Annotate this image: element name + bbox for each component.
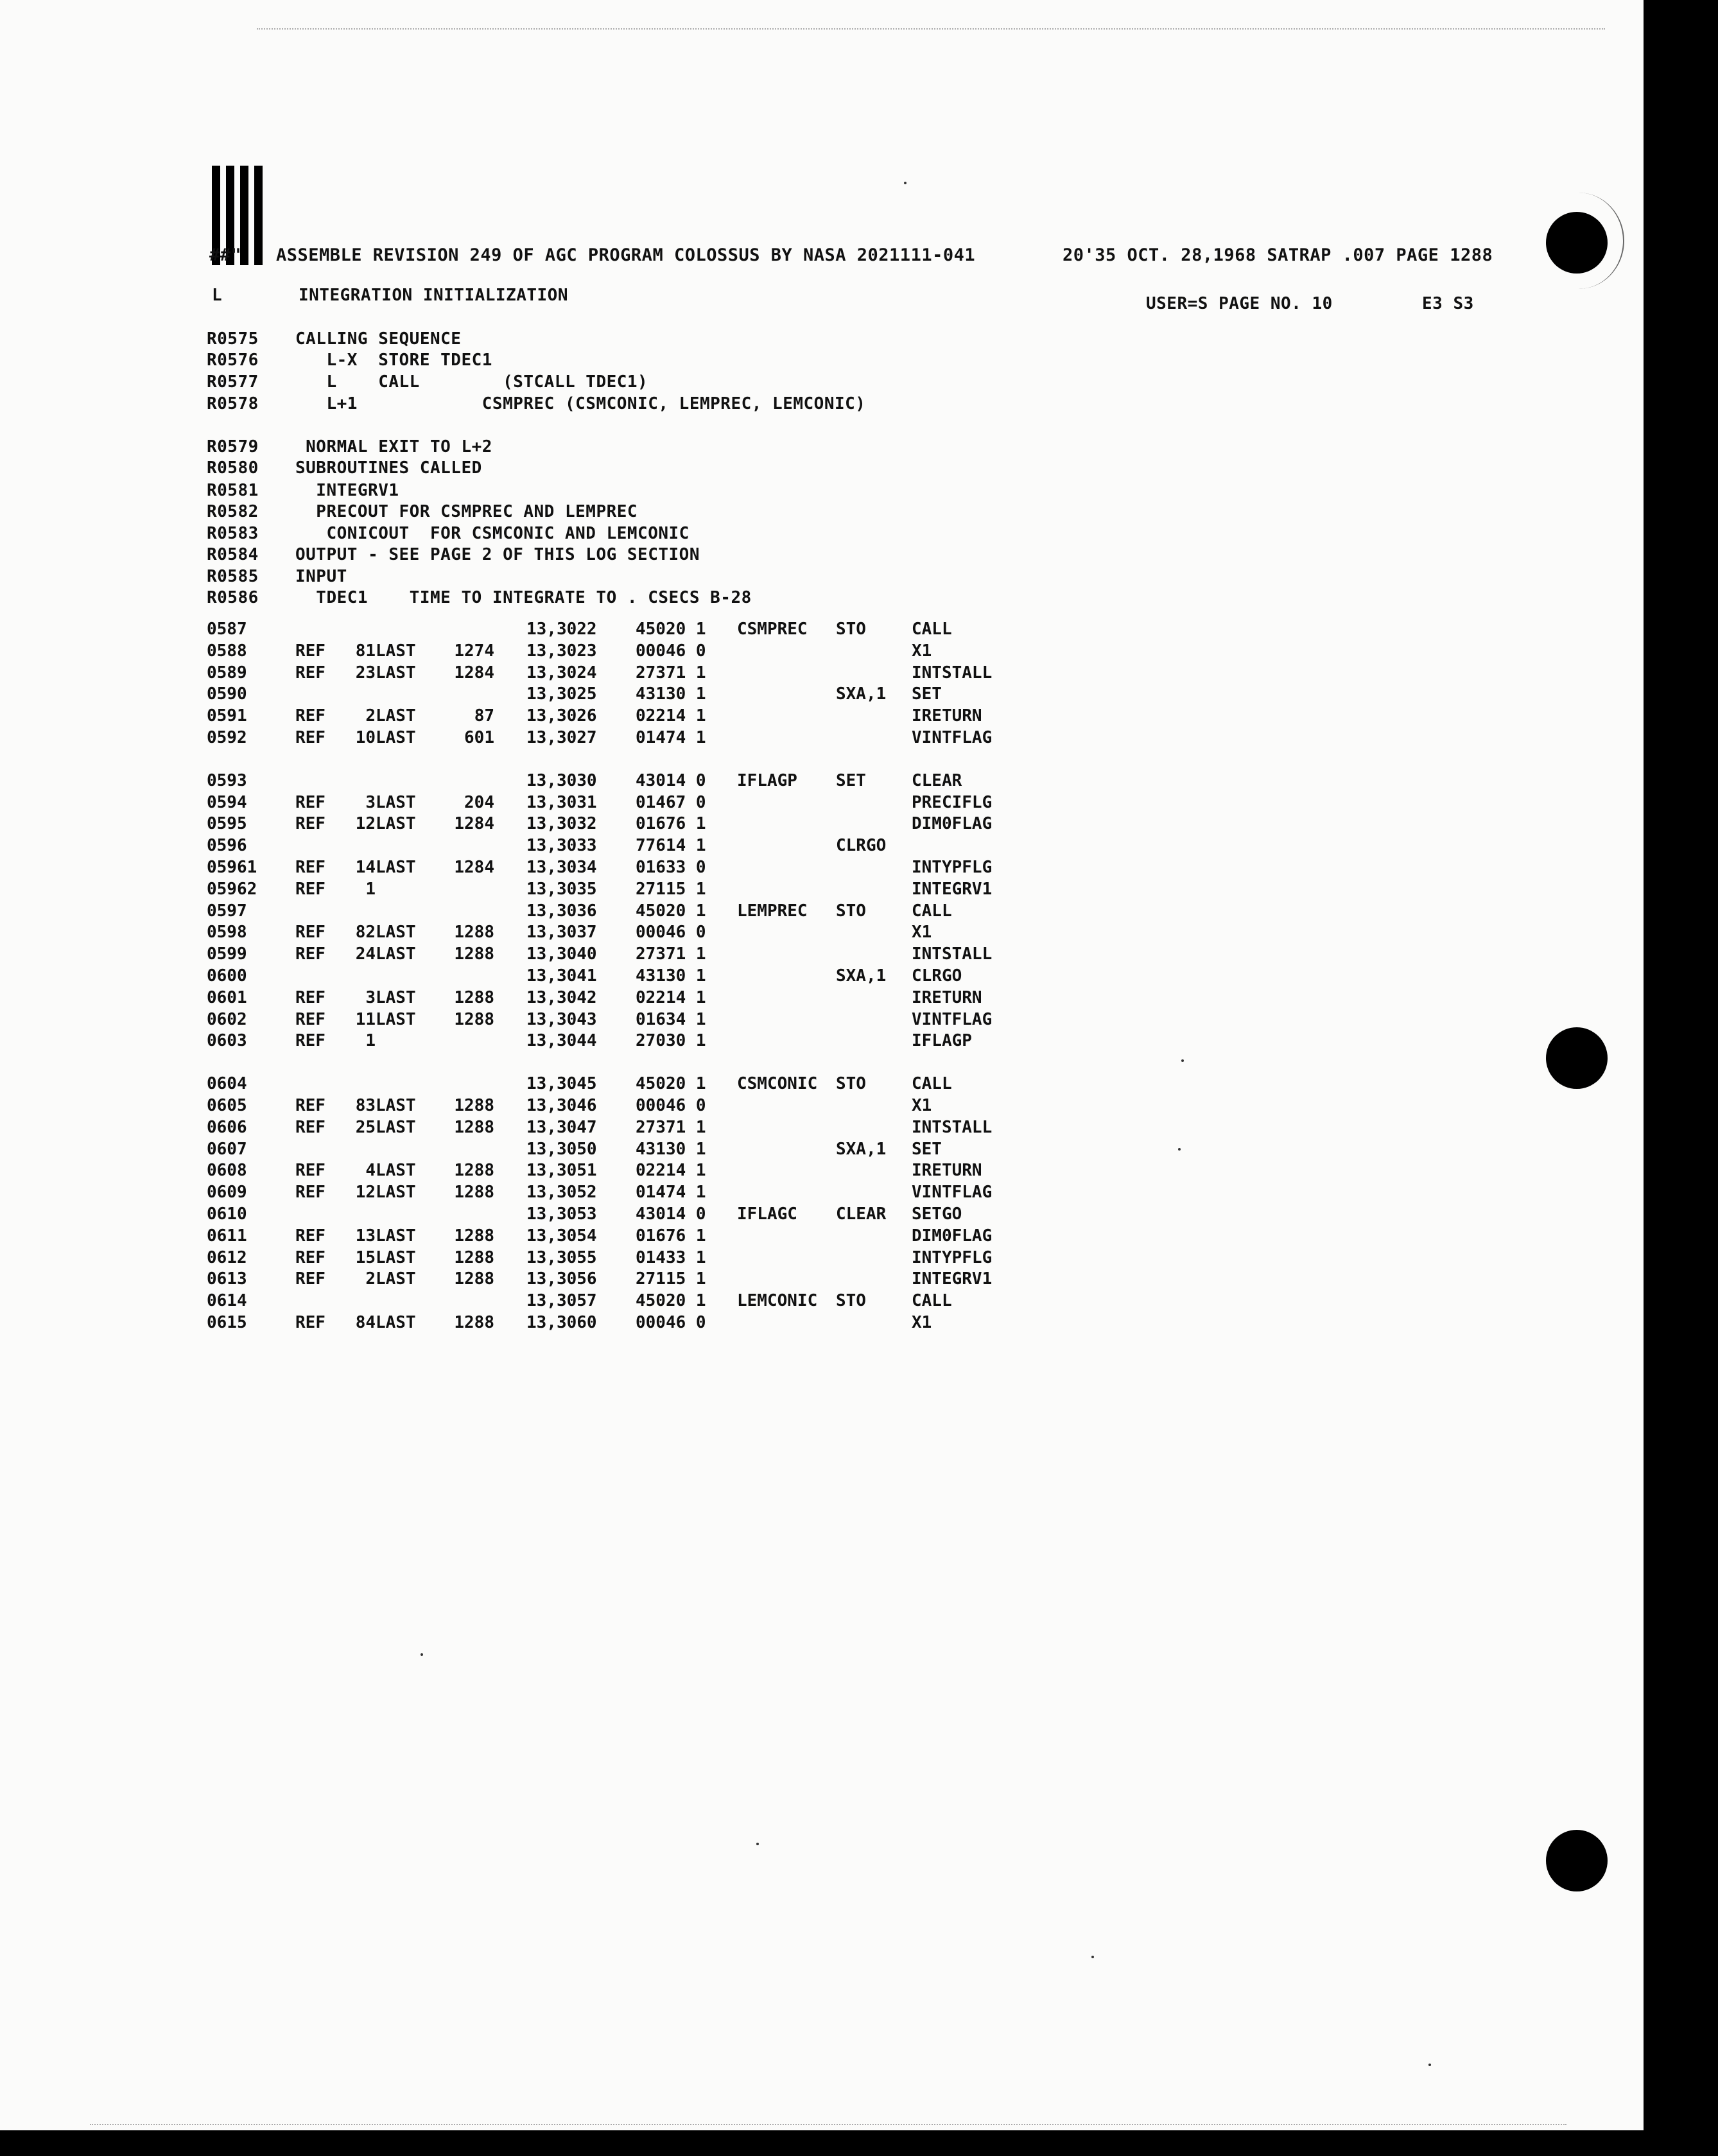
last-keyword: LAST: [376, 663, 416, 682]
ref-keyword: REF: [295, 923, 325, 943]
octal-code: 27030 1: [636, 1031, 706, 1051]
opcode: SXA,1: [836, 966, 887, 986]
last-page: 1288: [454, 1117, 494, 1137]
comment-number: R0582: [207, 502, 259, 521]
last-page: 1284: [454, 858, 494, 877]
operand: PRECIFLG: [912, 792, 993, 812]
last-page: 1284: [454, 814, 494, 834]
address: 13,3052: [526, 1183, 597, 1203]
operand: INTSTALL: [912, 1117, 993, 1137]
operand: CALL: [912, 620, 952, 639]
ref-keyword: REF: [295, 663, 325, 682]
ref-count: 82: [355, 923, 376, 943]
last-page: 1288: [454, 1269, 494, 1289]
section-letter: L: [212, 286, 223, 305]
operand: VINTFLAG: [912, 1009, 993, 1029]
ref-keyword: REF: [295, 1009, 325, 1029]
top-edge-scan-noise: [257, 28, 1605, 31]
opcode: SET: [836, 770, 866, 790]
last-page: 204: [464, 792, 494, 812]
comment-number: R0578: [207, 394, 259, 413]
octal-code: 43130 1: [636, 1139, 706, 1159]
address: 13,3041: [526, 966, 597, 986]
ref-count: 24: [355, 944, 376, 964]
octal-code: 27115 1: [636, 1269, 706, 1289]
ref-count: 3: [365, 792, 376, 812]
line-number: 0610: [207, 1204, 247, 1224]
address: 13,3033: [526, 836, 597, 856]
octal-code: 27115 1: [636, 879, 706, 899]
address: 13,3051: [526, 1161, 597, 1181]
ref-count: 84: [355, 1313, 376, 1332]
last-keyword: LAST: [376, 858, 416, 877]
operand: DIM0FLAG: [912, 1226, 993, 1246]
address: 13,3037: [526, 923, 597, 943]
ref-keyword: REF: [295, 706, 325, 726]
scan-speck: [1428, 2064, 1431, 2066]
octal-code: 43130 1: [636, 966, 706, 986]
scan-speck: [421, 1653, 423, 1656]
ref-keyword: REF: [295, 879, 325, 899]
line-number: 0588: [207, 641, 247, 661]
address: 13,3053: [526, 1204, 597, 1224]
operand: DIM0FLAG: [912, 814, 993, 834]
scan-speck: [1178, 1148, 1181, 1151]
operand: X1: [912, 1313, 932, 1332]
line-number: 0596: [207, 836, 247, 856]
address: 13,3040: [526, 944, 597, 964]
address: 13,3060: [526, 1313, 597, 1332]
ref-keyword: REF: [295, 987, 325, 1007]
line-number: 0602: [207, 1009, 247, 1029]
comment-text: SUBROUTINES CALLED: [295, 458, 482, 478]
line-number: 0614: [207, 1291, 247, 1311]
last-page: 1288: [454, 923, 494, 943]
octal-code: 43130 1: [636, 684, 706, 704]
address: 13,3024: [526, 663, 597, 682]
address: 13,3032: [526, 814, 597, 834]
operand: CALL: [912, 901, 952, 921]
comment-number: R0583: [207, 524, 259, 543]
operand: SET: [912, 684, 942, 704]
comment-text: INPUT: [295, 567, 347, 586]
ref-keyword: REF: [295, 1096, 325, 1115]
address: 13,3035: [526, 879, 597, 899]
section-code: E3 S3: [1422, 294, 1474, 313]
comment-text: L-X STORE TDEC1: [295, 351, 492, 370]
last-keyword: LAST: [376, 706, 416, 726]
operand: CLEAR: [912, 770, 962, 790]
ref-count: 11: [355, 1009, 376, 1029]
opcode: SXA,1: [836, 1139, 887, 1159]
last-keyword: LAST: [376, 923, 416, 943]
line-number: 0607: [207, 1139, 247, 1159]
ref-keyword: REF: [295, 944, 325, 964]
line-number: 0613: [207, 1269, 247, 1289]
section-title: INTEGRATION INITIALIZATION: [299, 286, 568, 305]
address: 13,3042: [526, 987, 597, 1007]
last-keyword: LAST: [376, 1161, 416, 1181]
octal-code: 27371 1: [636, 944, 706, 964]
line-number: 0606: [207, 1117, 247, 1137]
address: 13,3034: [526, 858, 597, 877]
operand: CALL: [912, 1291, 952, 1311]
address: 13,3057: [526, 1291, 597, 1311]
operand: SETGO: [912, 1204, 962, 1224]
ref-count: 2: [365, 1269, 376, 1289]
symbol-label: CSMCONIC: [737, 1074, 818, 1094]
comment-text: TDEC1 TIME TO INTEGRATE TO . CSECS B-28: [295, 588, 752, 607]
scan-speck: [904, 182, 907, 184]
last-page: 1288: [454, 1096, 494, 1115]
octal-code: 43014 0: [636, 770, 706, 790]
header-date-stamp: 20'35 OCT. 28,1968 SATRAP .007 PAGE 1288: [1063, 245, 1493, 265]
opcode: SXA,1: [836, 684, 887, 704]
line-number: 0598: [207, 923, 247, 943]
ref-count: 2: [365, 706, 376, 726]
ref-count: 10: [355, 728, 376, 747]
address: 13,3030: [526, 770, 597, 790]
operand: VINTFLAG: [912, 1183, 993, 1203]
address: 13,3047: [526, 1117, 597, 1137]
comment-number: R0579: [207, 437, 259, 456]
last-page: 1288: [454, 987, 494, 1007]
ref-keyword: REF: [295, 1313, 325, 1332]
octal-code: 02214 1: [636, 987, 706, 1007]
last-page: 1284: [454, 663, 494, 682]
address: 13,3050: [526, 1139, 597, 1159]
symbol-label: IFLAGC: [737, 1204, 797, 1224]
line-number: 0595: [207, 814, 247, 834]
ref-count: 1: [365, 1031, 376, 1051]
last-page: 601: [464, 728, 494, 747]
last-keyword: LAST: [376, 1096, 416, 1115]
octal-code: 45020 1: [636, 620, 706, 639]
octal-code: 01634 1: [636, 1009, 706, 1029]
last-page: 1274: [454, 641, 494, 661]
address: 13,3025: [526, 684, 597, 704]
punch-hole-bottom: [1546, 1830, 1608, 1891]
last-page: 1288: [454, 1161, 494, 1181]
octal-code: 01676 1: [636, 814, 706, 834]
last-page: 1288: [454, 944, 494, 964]
address: 13,3043: [526, 1009, 597, 1029]
line-number: 0608: [207, 1161, 247, 1181]
ref-keyword: REF: [295, 1269, 325, 1289]
line-number: 0593: [207, 770, 247, 790]
ref-keyword: REF: [295, 1248, 325, 1267]
ref-keyword: REF: [295, 1117, 325, 1137]
octal-code: 00046 0: [636, 641, 706, 661]
octal-code: 01633 0: [636, 858, 706, 877]
line-number: 0612: [207, 1248, 247, 1267]
operand: X1: [912, 923, 932, 943]
line-number: 0597: [207, 901, 247, 921]
operand: X1: [912, 1096, 932, 1115]
octal-code: 00046 0: [636, 923, 706, 943]
ref-keyword: REF: [295, 858, 325, 877]
line-number: 0590: [207, 684, 247, 704]
address: 13,3055: [526, 1248, 597, 1267]
punch-hole-middle: [1546, 1027, 1608, 1089]
ref-keyword: REF: [295, 1161, 325, 1181]
last-page: 1288: [454, 1248, 494, 1267]
line-number: 0589: [207, 663, 247, 682]
comment-text: L+1 CSMPREC (CSMCONIC, LEMPREC, LEMCONIC): [295, 394, 866, 413]
ref-keyword: REF: [295, 814, 325, 834]
line-number: 0591: [207, 706, 247, 726]
ref-count: 83: [355, 1096, 376, 1115]
ref-count: 25: [355, 1117, 376, 1137]
octal-code: 27371 1: [636, 1117, 706, 1137]
line-number: 0603: [207, 1031, 247, 1051]
octal-code: 45020 1: [636, 1074, 706, 1094]
octal-code: 02214 1: [636, 706, 706, 726]
line-number: 05961: [207, 858, 257, 877]
last-keyword: LAST: [376, 728, 416, 747]
comment-text: INTEGRV1: [295, 481, 399, 500]
ref-count: 81: [355, 641, 376, 661]
comment-number: R0581: [207, 481, 259, 500]
comment-text: OUTPUT - SEE PAGE 2 OF THIS LOG SECTION: [295, 545, 700, 564]
octal-code: 45020 1: [636, 1291, 706, 1311]
opcode: STO: [836, 620, 866, 639]
symbol-label: LEMCONIC: [737, 1291, 818, 1311]
operand: IRETURN: [912, 1161, 982, 1181]
operand: INTEGRV1: [912, 1269, 993, 1289]
operand: INTYPFLG: [912, 858, 993, 877]
address: 13,3031: [526, 792, 597, 812]
last-keyword: LAST: [376, 1117, 416, 1137]
last-keyword: LAST: [376, 814, 416, 834]
ref-count: 3: [365, 987, 376, 1007]
line-number: 0601: [207, 987, 247, 1007]
comment-number: R0577: [207, 372, 259, 392]
last-keyword: LAST: [376, 1269, 416, 1289]
operand: INTYPFLG: [912, 1248, 993, 1267]
scan-speck: [756, 1843, 759, 1845]
operand: X1: [912, 641, 932, 661]
header-marker: ##": [209, 245, 242, 265]
ref-count: 12: [355, 814, 376, 834]
opcode: STO: [836, 1291, 866, 1311]
line-number: 0592: [207, 728, 247, 747]
last-keyword: LAST: [376, 792, 416, 812]
address: 13,3036: [526, 901, 597, 921]
punch-hole-top: [1546, 212, 1608, 274]
ref-count: 23: [355, 663, 376, 682]
opcode: STO: [836, 901, 866, 921]
scan-speck: [1091, 1956, 1094, 1958]
last-keyword: LAST: [376, 987, 416, 1007]
line-number: 0599: [207, 944, 247, 964]
user-page-number: USER=S PAGE NO. 10: [1146, 294, 1333, 313]
operand: IRETURN: [912, 706, 982, 726]
header-title: ASSEMBLE REVISION 249 OF AGC PROGRAM COLOSSUS BY NASA 2021111-041: [276, 245, 976, 265]
octal-code: 77614 1: [636, 836, 706, 856]
last-page: 87: [474, 706, 494, 726]
operand: INTSTALL: [912, 663, 993, 682]
octal-code: 01474 1: [636, 1183, 706, 1203]
ref-count: 13: [355, 1226, 376, 1246]
ref-count: 12: [355, 1183, 376, 1203]
ref-keyword: REF: [295, 1031, 325, 1051]
line-number: 0600: [207, 966, 247, 986]
bottom-edge-scan-noise: [90, 2124, 1566, 2126]
opcode: CLRGO: [836, 836, 887, 856]
octal-code: 45020 1: [636, 901, 706, 921]
octal-code: 00046 0: [636, 1096, 706, 1115]
comment-number: R0585: [207, 567, 259, 586]
comment-number: R0584: [207, 545, 259, 564]
operand: VINTFLAG: [912, 728, 993, 747]
line-number: 0605: [207, 1096, 247, 1115]
operand: IRETURN: [912, 987, 982, 1007]
scan-speck: [1181, 1059, 1184, 1062]
last-page: 1288: [454, 1009, 494, 1029]
last-keyword: LAST: [376, 1248, 416, 1267]
octal-code: 43014 0: [636, 1204, 706, 1224]
symbol-label: IFLAGP: [737, 770, 797, 790]
address: 13,3054: [526, 1226, 597, 1246]
last-keyword: LAST: [376, 1226, 416, 1246]
opcode: STO: [836, 1074, 866, 1094]
ref-count: 15: [355, 1248, 376, 1267]
address: 13,3026: [526, 706, 597, 726]
last-page: 1288: [454, 1183, 494, 1203]
ref-keyword: REF: [295, 792, 325, 812]
last-keyword: LAST: [376, 1009, 416, 1029]
line-number: 0609: [207, 1183, 247, 1203]
ref-keyword: REF: [295, 1226, 325, 1246]
line-number: 0587: [207, 620, 247, 639]
octal-code: 01467 0: [636, 792, 706, 812]
comment-number: R0576: [207, 351, 259, 370]
comment-text: L CALL (STCALL TDEC1): [295, 372, 648, 392]
ref-keyword: REF: [295, 1183, 325, 1203]
line-number: 0604: [207, 1074, 247, 1094]
opcode: CLEAR: [836, 1204, 887, 1224]
last-keyword: LAST: [376, 1183, 416, 1203]
address: 13,3044: [526, 1031, 597, 1051]
octal-code: 27371 1: [636, 663, 706, 682]
operand: IFLAGP: [912, 1031, 972, 1051]
last-page: 1288: [454, 1313, 494, 1332]
line-number: 0615: [207, 1313, 247, 1332]
operand: SET: [912, 1139, 942, 1159]
address: 13,3056: [526, 1269, 597, 1289]
comment-text: CONICOUT FOR CSMCONIC AND LEMCONIC: [295, 524, 690, 543]
comment-text: NORMAL EXIT TO L+2: [295, 437, 492, 456]
ref-count: 1: [365, 879, 376, 899]
last-keyword: LAST: [376, 1313, 416, 1332]
ref-keyword: REF: [295, 641, 325, 661]
operand: CALL: [912, 1074, 952, 1094]
last-keyword: LAST: [376, 641, 416, 661]
operand: CLRGO: [912, 966, 962, 986]
octal-code: 02214 1: [636, 1161, 706, 1181]
symbol-label: LEMPREC: [737, 901, 808, 921]
address: 13,3023: [526, 641, 597, 661]
line-number: 05962: [207, 879, 257, 899]
address: 13,3022: [526, 620, 597, 639]
ref-count: 4: [365, 1161, 376, 1181]
line-number: 0611: [207, 1226, 247, 1246]
operand: INTSTALL: [912, 944, 993, 964]
last-page: 1288: [454, 1226, 494, 1246]
octal-code: 00046 0: [636, 1313, 706, 1332]
address: 13,3046: [526, 1096, 597, 1115]
address: 13,3027: [526, 728, 597, 747]
ref-count: 14: [355, 858, 376, 877]
address: 13,3045: [526, 1074, 597, 1094]
comment-text: CALLING SEQUENCE: [295, 329, 462, 349]
octal-code: 01474 1: [636, 728, 706, 747]
comment-text: PRECOUT FOR CSMPREC AND LEMPREC: [295, 502, 638, 521]
symbol-label: CSMPREC: [737, 620, 808, 639]
line-number: 0594: [207, 792, 247, 812]
comment-number: R0575: [207, 329, 259, 349]
octal-code: 01433 1: [636, 1248, 706, 1267]
ref-keyword: REF: [295, 728, 325, 747]
last-keyword: LAST: [376, 944, 416, 964]
comment-number: R0586: [207, 588, 259, 607]
operand: INTEGRV1: [912, 879, 993, 899]
comment-number: R0580: [207, 458, 259, 478]
octal-code: 01676 1: [636, 1226, 706, 1246]
